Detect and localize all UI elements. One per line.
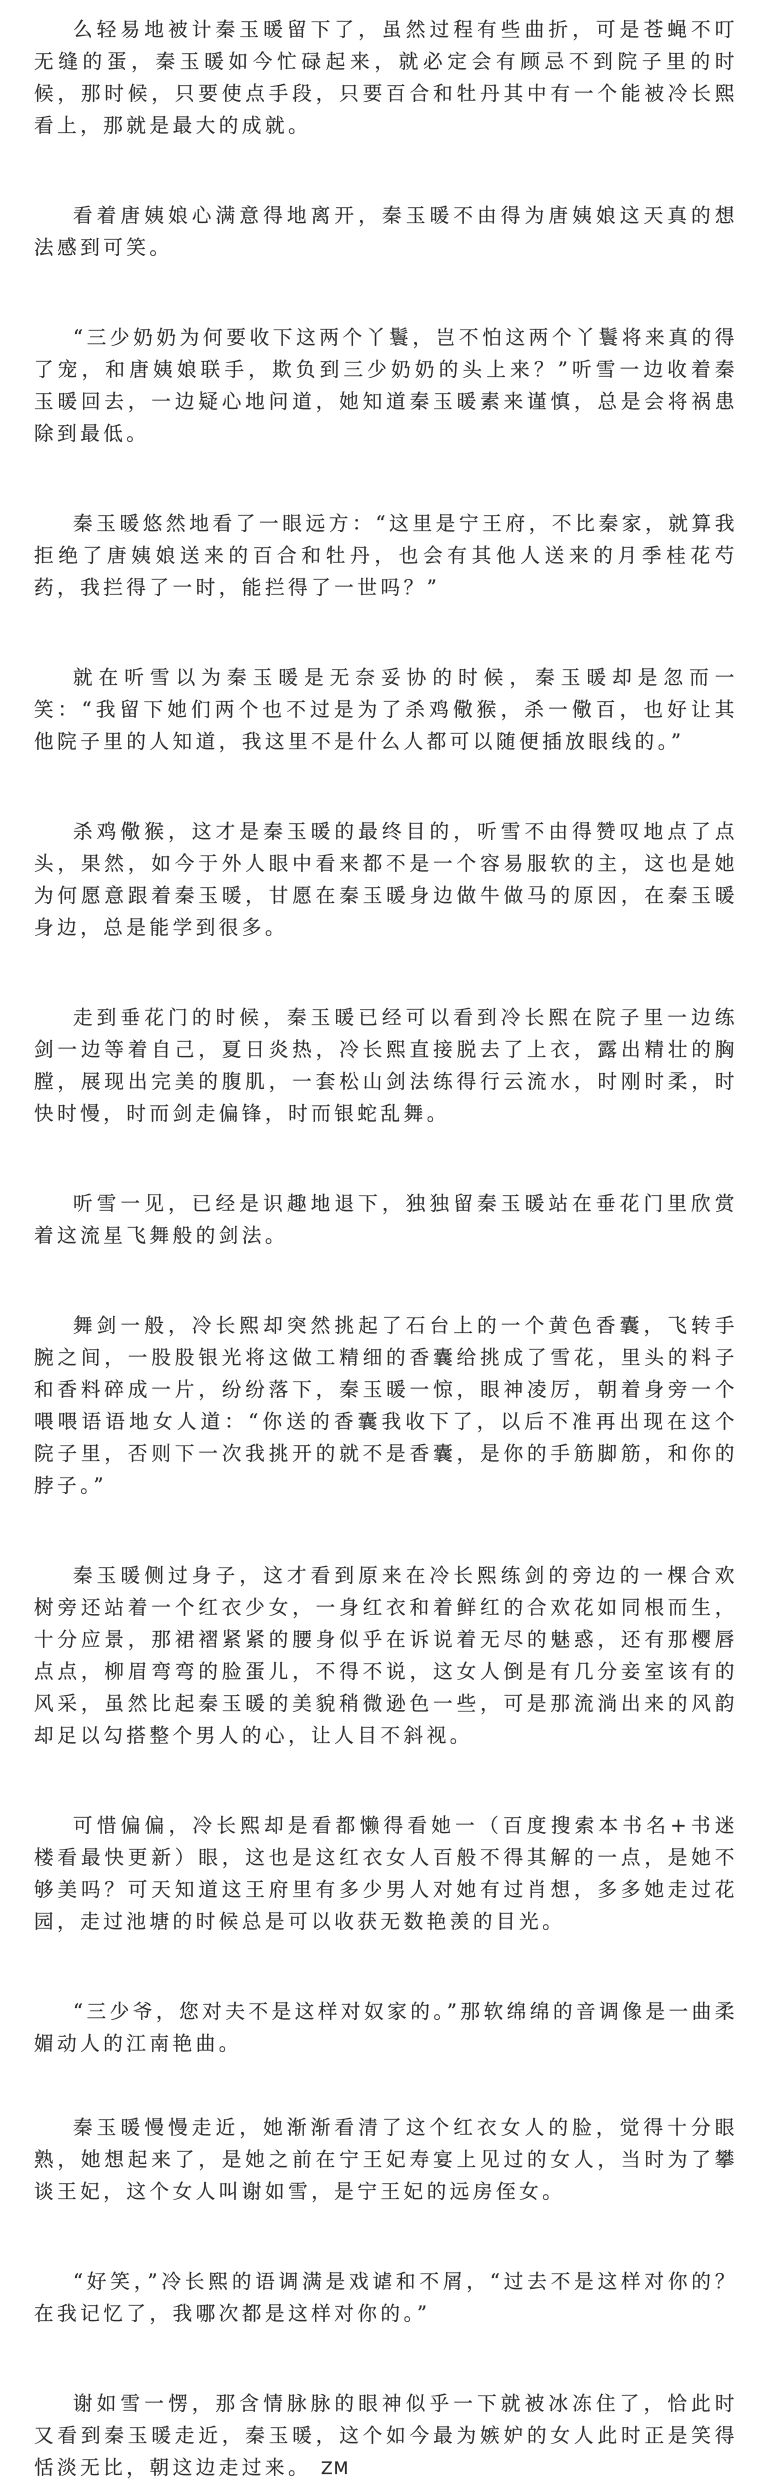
paragraph-11: 可惜偏偏，冷长熙却是看都懒得看她一（百度搜索本书名+书迷楼看最快更新）眼，这也是这红衣女人百般不得其解的一点，是她不够美吗？可天知道这王府里有多少男人对她有过肖想，多多她走过花园，走过池塘的时候总是可以收获无数艳羡的目光。 — [34, 1814, 738, 1933]
paragraph-13: 秦玉暖慢慢走近，她渐渐看清了这个红衣女人的脸，觉得十分眼熟，她想起来了，是她之前在宁王妃寿宴上见过的女人，当时为了攀谈王妃，这个女人叫谢如雪，是宁王妃的远房侄女。 — [34, 2116, 738, 2203]
paragraph-5: 就在听雪以为秦玉暖是无奈妥协的时候，秦玉暖却是忽而一笑：“我留下她们两个也不过是为了杀鸡儆猴，杀一儆百，也好让其他院子里的人知道，我这里不是什么人都可以随便插放眼线的。” — [34, 666, 738, 753]
paragraph-6: 杀鸡儆猴，这才是秦玉暖的最终目的，听雪不由得赞叹地点了点头，果然，如今于外人眼中看来都不是一个容易服软的主，这也是她为何愿意跟着秦玉暖，甘愿在秦玉暖身边做牛做马的原因，在秦玉暖身边，总是能学到很多。 — [34, 820, 738, 939]
paragraph-9: 舞剑一般，冷长熙却突然挑起了石台上的一个黄色香囊，飞转手腕之间，一股股银光将这做工精细的香囊给挑成了雪花，里头的料子和香料碎成一片，纷纷落下，秦玉暖一惊，眼神凌厉，朝着身旁一个喂喂语语地女人道：“你送的香囊我收下了，以后不准再出现在这个院子里，否则下一次我挑开的就不是香囊，是你的手筋脚筋，和你的脖子。” — [34, 1314, 738, 1497]
paragraph-3: “三少奶奶为何要收下这两个丫鬟，岂不怕这两个丫鬟将来真的得了宠，和唐姨娘联手，欺负到三少奶奶的头上来？”听雪一边收着秦玉暖回去，一边疑心地问道，她知道秦玉暖素来谨慎，总是会将祸患除到最低。 — [34, 326, 738, 445]
paragraph-8: 听雪一见，已经是识趣地退下，独独留秦玉暖站在垂花门里欣赏着这流星飞舞般的剑法。 — [34, 1192, 738, 1247]
paragraph-7: 走到垂花门的时候，秦玉暖已经可以看到冷长熙在院子里一边练剑一边等着自己，夏日炎热，冷长熙直接脱去了上衣，露出精壮的胸膛，展现出完美的腹肌，一套松山剑法练得行云流水，时刚时柔，时快时慢，时而剑走偏锋，时而银蛇乱舞。 — [34, 1006, 738, 1125]
paragraph-10: 秦玉暖侧过身子，这才看到原来在冷长熙练剑的旁边的一棵合欢树旁还站着一个红衣少女，一身红衣和着鲜红的合欢花如同根而生，十分应景，那裙褶紧紧的腰身似乎在诉说着无尽的魅惑，还有那樱唇点点，柳眉弯弯的脸蛋儿，不得不说，这女人倒是有几分妾室该有的风采，虽然比起秦玉暖的美貌稍微逊色一些，可是那流淌出来的风韵却足以勾搭整个男人的心，让人目不斜视。 — [34, 1564, 738, 1747]
paragraph-1: 么轻易地被计秦玉暖留下了，虽然过程有些曲折，可是苍蝇不叮无缝的蛋，秦玉暖如今忙碌起来，就必定会有顾忌不到院子里的时候，那时候，只要使点手段，只要百合和牡丹其中有一个能被冷长熙看上，那就是最大的成就。 — [34, 18, 738, 137]
paragraph-14: “好笑，”冷长熙的语调满是戏谑和不屑，“过去不是这样对你的？在我记忆了，我哪次都是这样对你的。” — [34, 2270, 738, 2325]
paragraph-12: “三少爷，您对夫不是这样对奴家的。”那软绵绵的音调像是一曲柔媚动人的江南艳曲。 — [34, 2000, 738, 2055]
paragraph-15-text: 谢如雪一愣，那含情脉脉的眼神似乎一下就被冰冻住了，恰此时又看到秦玉暖走近，秦玉暖，这个如今最为嫉妒的女人此时正是笑得恬淡无比，朝这边走过来。 — [34, 2392, 738, 2479]
paragraph-15 — [34, 2388, 738, 2485]
paragraph-2: 看着唐姨娘心满意得地离开，秦玉暖不由得为唐姨娘这天真的想法感到可笑。 — [34, 204, 738, 259]
paragraph-4: 秦玉暖悠然地看了一眼远方：“这里是宁王府，不比秦家，就算我拒绝了唐姨娘送来的百合和牡丹，也会有其他人送来的月季桂花芍药，我拦得了一时，能拦得了一世吗？” — [34, 512, 738, 599]
signature-mark: ZM — [321, 2459, 350, 2479]
